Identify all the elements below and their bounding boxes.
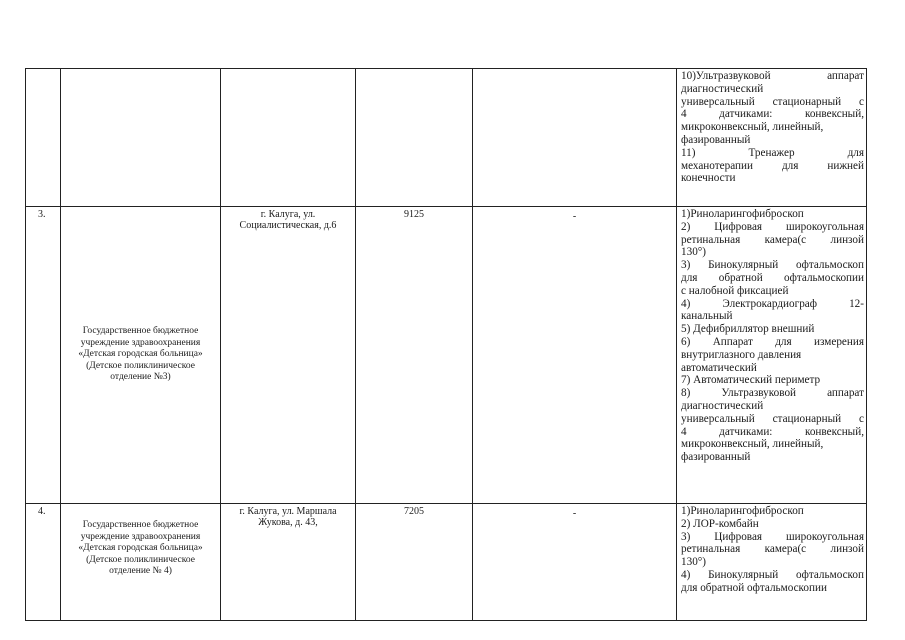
number-cell bbox=[26, 69, 61, 207]
equipment-item: 2) Цифровая широкоугольная bbox=[681, 220, 864, 233]
count-cell bbox=[356, 69, 473, 207]
equipment-cell bbox=[677, 207, 867, 504]
equipment-item: ретинальная камера(с линзой bbox=[681, 543, 864, 556]
equipment-item: 5) Дефибриллятор внешний bbox=[681, 323, 815, 336]
equipment-item: автоматический bbox=[681, 361, 757, 374]
equipment-item: 4 датчиками: конвексный, bbox=[681, 425, 864, 438]
count: 7205 bbox=[356, 504, 473, 621]
equipment-item: 6) Аппарат для измерения bbox=[681, 335, 864, 348]
equipment-item: универсальный стационарный с bbox=[681, 95, 864, 108]
equipment-item: 3) Бинокулярный офтальмоскоп bbox=[681, 259, 864, 272]
equipment-list bbox=[681, 208, 864, 503]
equipment-item: диагностический bbox=[681, 82, 764, 95]
equipment-cell bbox=[677, 504, 867, 621]
equipment-item: 7) Автоматический периметр bbox=[681, 374, 821, 387]
organization-cell bbox=[61, 69, 221, 207]
equipment-list bbox=[681, 505, 864, 620]
address: г. Калуга, ул. Социалистическая, д.6 bbox=[221, 207, 356, 504]
equipment-item: внутриглазного давления bbox=[681, 348, 802, 361]
equipment-item: 3) Цифровая широкоугольная bbox=[681, 530, 864, 543]
equipment-item: 2) ЛОР-комбайн bbox=[681, 517, 759, 530]
equipment-item: 130°) bbox=[681, 556, 706, 569]
organization-name: Государственное бюджетное учреждение здравоохранения «Детская городская больница» (Детское поликлиническое отделение № 4) bbox=[78, 520, 203, 576]
equipment-item: 10)Ультразвуковой аппарат bbox=[681, 70, 864, 82]
dash-cell bbox=[473, 69, 677, 207]
equipment-item: микроконвексный, линейный, bbox=[681, 438, 824, 451]
equipment-item: микроконвексный, линейный, bbox=[681, 121, 824, 134]
dash-value: - bbox=[473, 504, 677, 621]
organization-name: Государственное бюджетное учреждение здравоохранения «Детская городская больница» (Детское поликлиническое отделение №3) bbox=[78, 326, 203, 383]
equipment-list bbox=[681, 70, 864, 206]
count: 9125 bbox=[356, 207, 473, 504]
equipment-item: 11) Тренажер для bbox=[681, 146, 864, 159]
equipment-item: 130°) bbox=[681, 246, 706, 259]
equipment-item: для обратной офтальмоскопии bbox=[681, 271, 864, 284]
row-number: 4. bbox=[26, 504, 61, 621]
equipment-item: механотерапии для нижней bbox=[681, 159, 864, 172]
organization-cell bbox=[61, 504, 221, 621]
equipment-item: фазированный bbox=[681, 133, 751, 146]
address: г. Калуга, ул. Маршала Жукова, д. 43, bbox=[221, 504, 356, 621]
equipment-cell bbox=[677, 69, 867, 207]
equipment-item: конечности bbox=[681, 172, 736, 185]
equipment-item: 4) Бинокулярный офтальмоскоп bbox=[681, 568, 864, 581]
equipment-item: канальный bbox=[681, 310, 733, 323]
dash-value: - bbox=[473, 207, 677, 504]
equipment-table bbox=[25, 68, 867, 621]
equipment-item: 4 датчиками: конвексный, bbox=[681, 108, 864, 121]
organization-cell bbox=[61, 207, 221, 504]
row-number: 3. bbox=[26, 207, 61, 504]
equipment-item: с налобной фиксацией bbox=[681, 284, 789, 297]
equipment-item: универсальный стационарный с bbox=[681, 412, 864, 425]
equipment-item: для обратной офтальмоскопии bbox=[681, 581, 827, 594]
address-cell bbox=[221, 69, 356, 207]
equipment-item: 8) Ультразвуковой аппарат bbox=[681, 387, 864, 400]
table-row bbox=[26, 504, 867, 621]
equipment-item: ретинальная камера(с линзой bbox=[681, 233, 864, 246]
equipment-item: 1)Риноларингофиброскоп bbox=[681, 505, 804, 517]
equipment-item: фазированный bbox=[681, 451, 751, 464]
equipment-item: диагностический bbox=[681, 399, 764, 412]
equipment-item: 4) Электрокардиограф 12- bbox=[681, 297, 864, 310]
equipment-item: 1)Риноларингофиброскоп bbox=[681, 208, 804, 220]
table-row-continued bbox=[26, 69, 867, 207]
table-row bbox=[26, 207, 867, 504]
